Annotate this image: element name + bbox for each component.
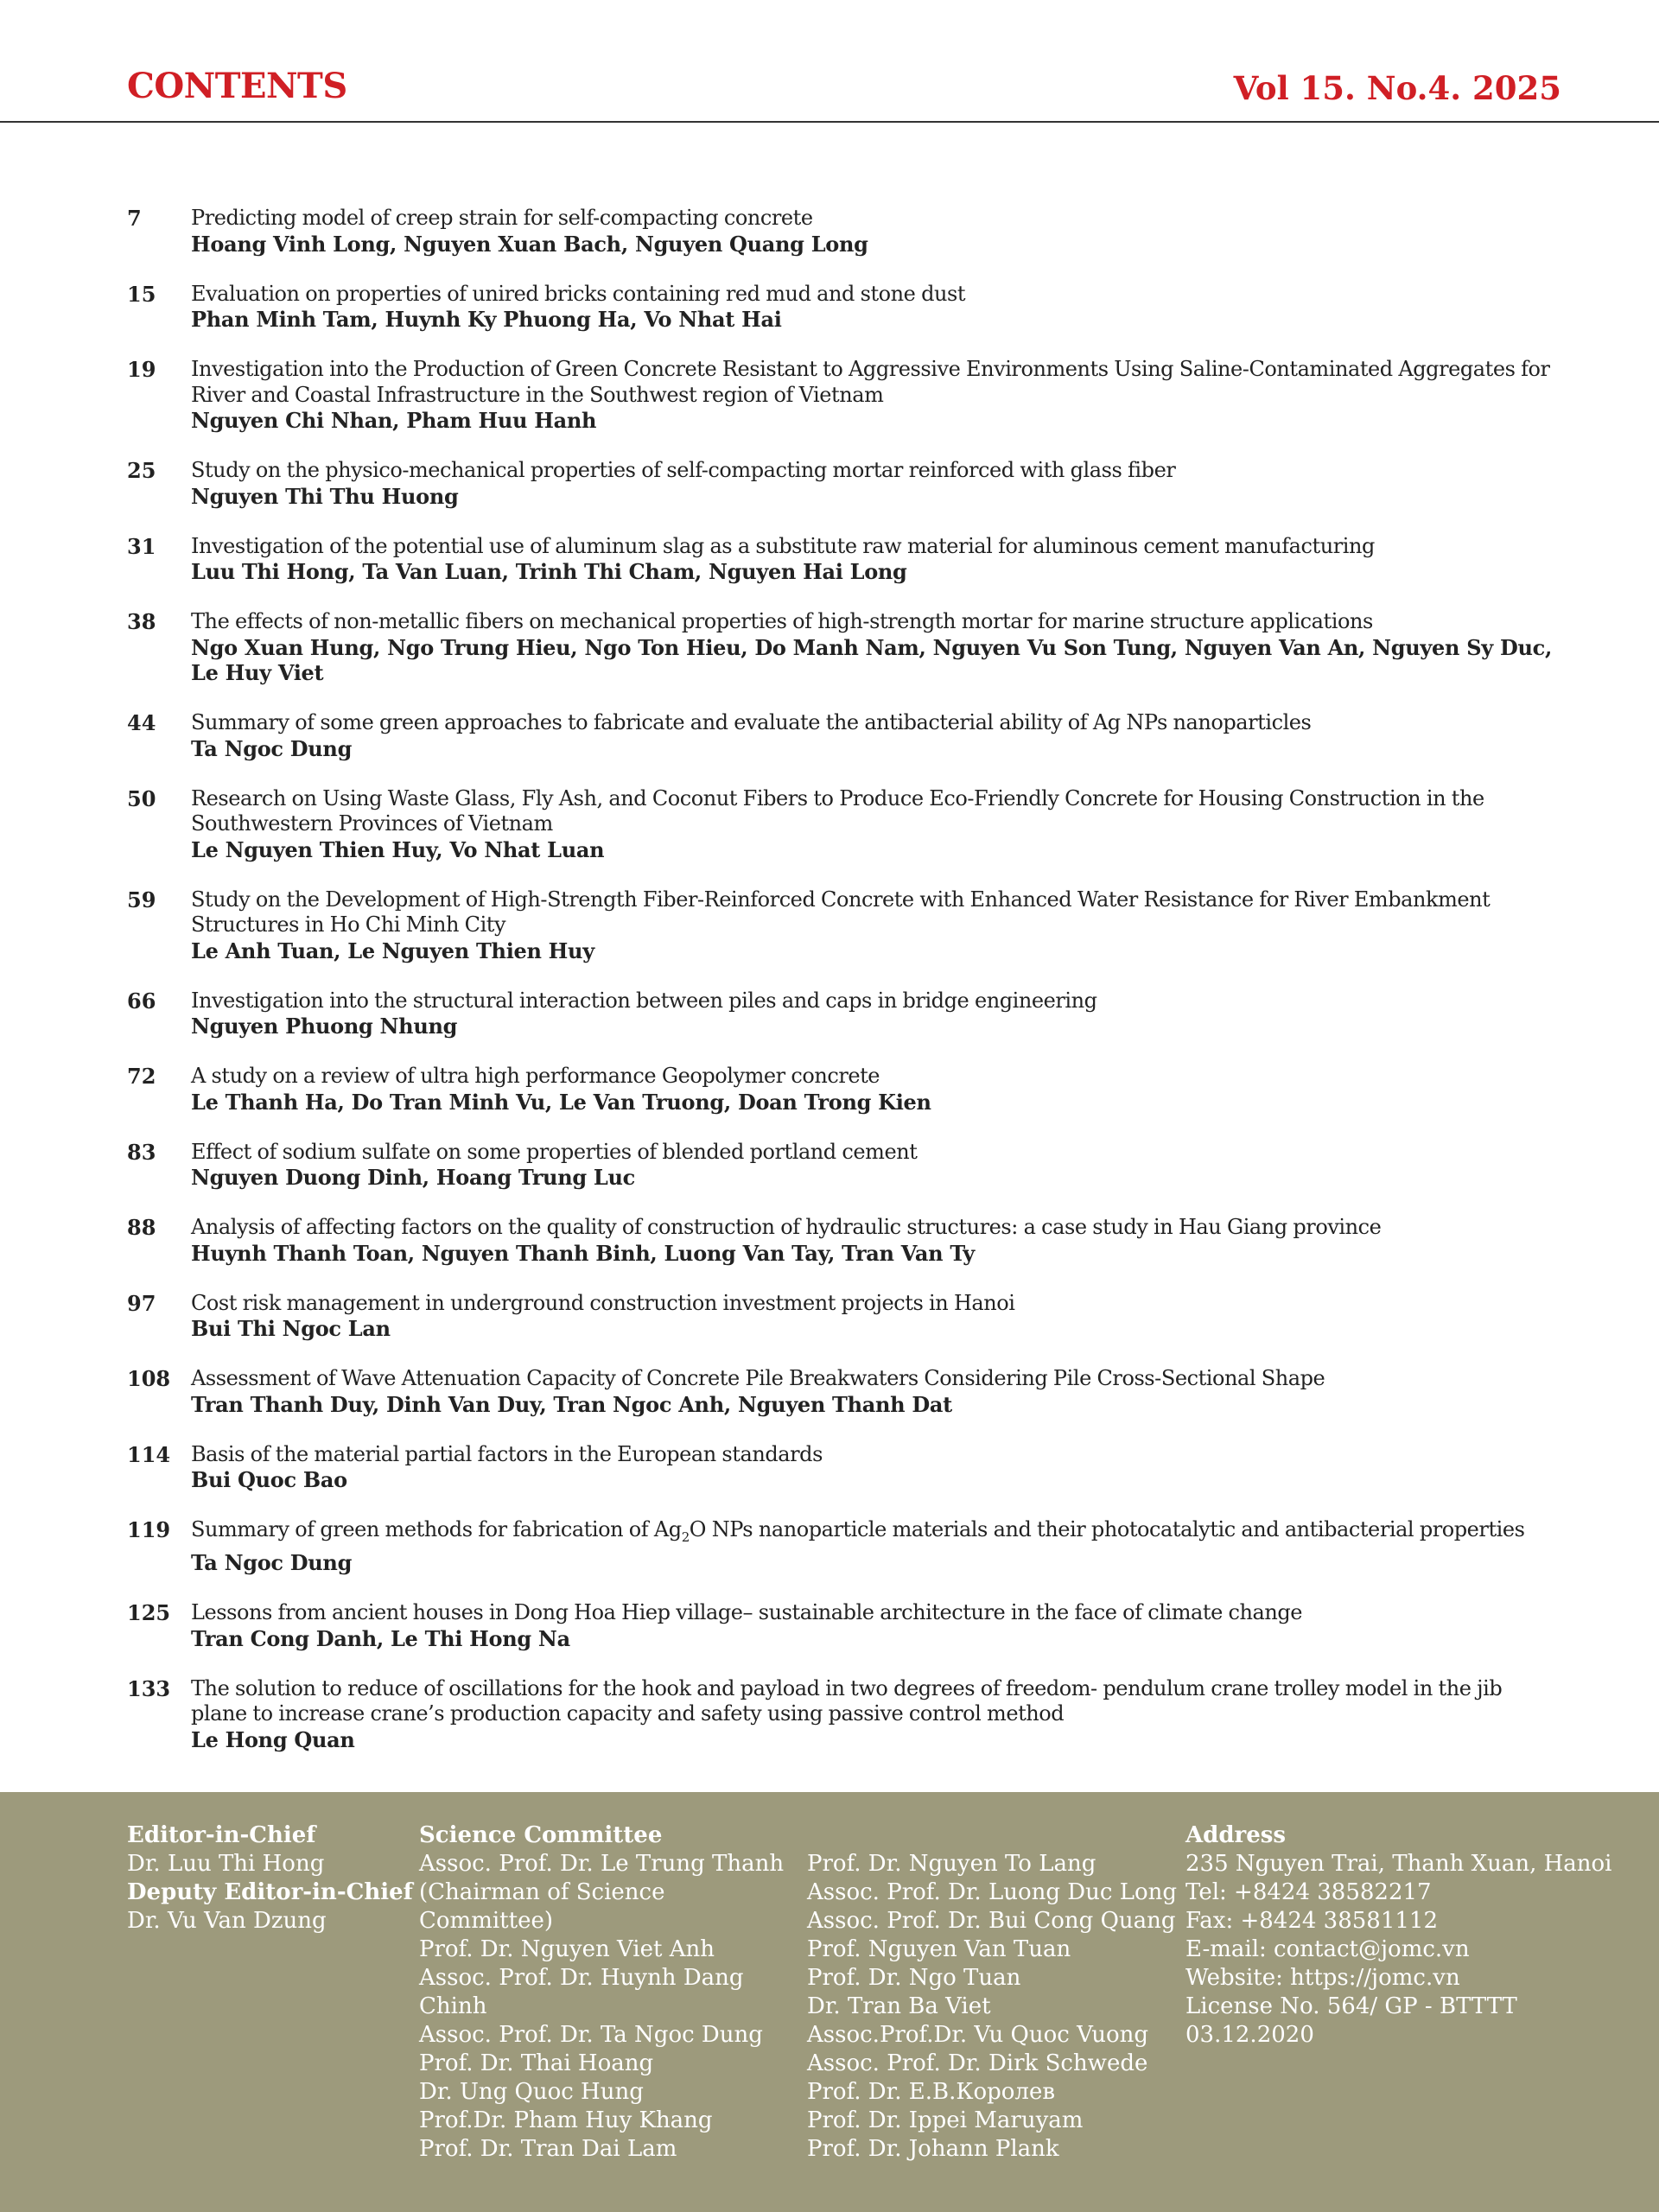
committee-member: Prof. Dr. Ngo Tuan: [807, 1965, 1021, 1991]
toc-article-title: Summary of some green approaches to fabricate and evaluate the antibacterial ability of Ag NPs nanoparticles: [191, 710, 1312, 734]
committee-member: Dr. Tran Ba Viet: [807, 1993, 991, 2019]
address-column: [1185, 1821, 1612, 2050]
email-link[interactable]: E-mail: contact@jomc.vn: [1185, 1936, 1470, 1962]
toc-page-number: 44: [127, 710, 156, 735]
toc-entry[interactable]: [127, 357, 1561, 434]
toc-page-number: 119: [127, 1517, 171, 1542]
subscript: 2: [681, 1529, 690, 1545]
toc-entry[interactable]: [127, 609, 1561, 686]
toc-authors: Tran Thanh Duy, Dinh Van Duy, Tran Ngoc Anh, Nguyen Thanh Dat: [191, 1391, 952, 1417]
committee-member: Prof. Dr. Tran Dai Lam: [419, 2136, 677, 2162]
committee-member: Prof. Dr. E.B.Королев: [807, 2079, 1055, 2105]
toc-article-title: Study on the Development of High-Strength Fiber-Reinforced Concrete with Enhanced Water Resistance for River Embankment Structures in Ho Chi Minh City: [191, 887, 1491, 937]
toc-page-number: 88: [127, 1215, 156, 1240]
toc-page-number: 50: [127, 785, 156, 811]
committee-member: Assoc. Prof. Dr. Le Trung Thanh (Chairman of Science Committee): [419, 1851, 785, 1934]
toc-article-title: Research on Using Waste Glass, Fly Ash, and Coconut Fibers to Produce Eco-Friendly Concrete for Housing Construction in the Southwestern Provinces of Vietnam: [191, 785, 1484, 836]
website-link[interactable]: Website: https://jomc.vn: [1185, 1965, 1460, 1991]
toc-article-title: Predicting model of creep strain for self-compacting concrete: [191, 206, 813, 230]
toc-article-title: Evaluation on properties of unired bricks containing red mud and stone dust: [191, 281, 966, 306]
editorial-footer: [0, 1792, 1659, 2212]
toc-entry[interactable]: [127, 1600, 1561, 1651]
toc-page-number: 59: [127, 887, 156, 912]
committee-column-2: [807, 1850, 1177, 2164]
title-part: Summary of green methods for fabrication of Ag: [191, 1517, 682, 1541]
toc-authors: Tran Cong Danh, Le Thi Hong Na: [191, 1625, 570, 1651]
toc-authors: Nguyen Phuong Nhung: [191, 1014, 458, 1039]
toc-entry[interactable]: [127, 458, 1561, 509]
toc-authors: Le Thanh Ha, Do Tran Minh Vu, Le Van Truong, Doan Trong Kien: [191, 1089, 931, 1115]
toc-page-number: 114: [127, 1441, 171, 1467]
toc-entry[interactable]: [127, 710, 1561, 761]
toc-authors: Huynh Thanh Toan, Nguyen Thanh Binh, Luong Van Tay, Tran Van Ty: [191, 1240, 975, 1266]
toc-article-title: Cost risk management in underground construction investment projects in Hanoi: [191, 1290, 1015, 1315]
volume-label: Vol 15. No.4. 2025: [1233, 69, 1561, 107]
toc-page-number: 125: [127, 1600, 171, 1626]
committee-member: Assoc.Prof.Dr. Vu Quoc Vuong: [807, 2022, 1148, 2048]
fax-line: Fax: +8424 38581112: [1185, 1908, 1439, 1934]
toc-article-title: The effects of non-metallic fibers on mechanical properties of high-strength mortar for marine structure applications: [191, 609, 1373, 633]
license-date: 03.12.2020: [1185, 2022, 1314, 2048]
committee-member: Assoc. Prof. Dr. Dirk Schwede: [807, 2050, 1148, 2076]
toc-article-title: Study on the physico-mechanical properties of self-compacting mortar reinforced with glass fiber: [191, 458, 1176, 482]
toc-article-title: Investigation into the structural interaction between piles and caps in bridge engineering: [191, 988, 1097, 1013]
toc-authors: Hoang Vinh Long, Nguyen Xuan Bach, Nguyen Quang Long: [191, 231, 868, 257]
toc-authors: Ta Ngoc Dung: [191, 1550, 353, 1576]
toc-entry[interactable]: [127, 887, 1561, 964]
toc-entry[interactable]: [127, 1215, 1561, 1266]
toc-article-title: Basis of the material partial factors in the European standards: [191, 1441, 823, 1466]
committee-member: Dr. Ung Quoc Hung: [419, 2079, 644, 2105]
committee-member: Assoc. Prof. Dr. Luong Duc Long: [807, 1879, 1177, 1905]
toc-page-number: 15: [127, 281, 156, 307]
committee-member: Assoc. Prof. Dr. Ta Ngoc Dung: [419, 2022, 763, 2048]
toc-article-title: Effect of sodium sulfate on some properties of blended portland cement: [191, 1139, 918, 1164]
toc-authors: Ta Ngoc Dung: [191, 735, 353, 761]
toc-entry[interactable]: [127, 1366, 1561, 1417]
address-line: 235 Nguyen Trai, Thanh Xuan, Hanoi: [1185, 1851, 1612, 1877]
toc-entry[interactable]: [127, 206, 1561, 257]
toc-article-title: A study on a review of ultra high performance Geopolymer concrete: [191, 1064, 880, 1088]
toc-authors: Luu Thi Hong, Ta Van Luan, Trinh Thi Cham, Nguyen Hai Long: [191, 559, 907, 584]
toc-page-number: 31: [127, 533, 156, 559]
toc-entry[interactable]: [127, 282, 1561, 333]
toc-page-number: 19: [127, 357, 156, 382]
address-heading: Address: [1185, 1822, 1287, 1848]
title-part: O NPs nanoparticle materials and their photocatalytic and antibacterial properties: [689, 1517, 1525, 1541]
toc-page-number: 25: [127, 458, 156, 483]
toc-article-title: Assessment of Wave Attenuation Capacity of Concrete Pile Breakwaters Considering Pile Cross-Sectional Shape: [191, 1366, 1325, 1390]
toc-authors: Le Nguyen Thien Huy, Vo Nhat Luan: [191, 836, 605, 862]
toc-authors: Bui Thi Ngoc Lan: [191, 1316, 391, 1341]
table-of-contents: [127, 206, 1561, 1777]
committee-heading: Science Committee: [419, 1822, 663, 1848]
committee-member: Prof. Nguyen Van Tuan: [807, 1936, 1071, 1962]
toc-page-number: 72: [127, 1064, 156, 1089]
toc-authors: Nguyen Chi Nhan, Pham Huu Hanh: [191, 408, 597, 433]
committee-member: Prof. Dr. Nguyen Viet Anh: [419, 1936, 715, 1962]
toc-authors: Nguyen Duong Dinh, Hoang Trung Luc: [191, 1165, 635, 1190]
page-header: [0, 0, 1659, 123]
toc-article-title: [191, 1517, 1561, 1550]
toc-entry[interactable]: [127, 1064, 1561, 1115]
editor-name: Dr. Luu Thi Hong: [127, 1851, 325, 1877]
editors-column: [127, 1821, 413, 1936]
toc-entry[interactable]: [127, 1140, 1561, 1191]
toc-entry[interactable]: [127, 1291, 1561, 1342]
toc-authors: Nguyen Thi Thu Huong: [191, 483, 459, 509]
committee-member: Prof. Dr. Johann Plank: [807, 2136, 1059, 2162]
committee-member: Prof.Dr. Pham Huy Khang: [419, 2107, 713, 2133]
editor-heading: Editor-in-Chief: [127, 1822, 316, 1848]
toc-page-number: 66: [127, 988, 156, 1014]
committee-member: Prof. Dr. Nguyen To Lang: [807, 1851, 1096, 1877]
contents-heading: CONTENTS: [127, 66, 347, 106]
toc-page-number: 38: [127, 609, 156, 634]
toc-entry[interactable]: [127, 534, 1561, 585]
toc-page-number: 83: [127, 1139, 156, 1165]
toc-article-title: Analysis of affecting factors on the quality of construction of hydraulic structures: a case study in Hau Giang province: [191, 1215, 1382, 1239]
toc-page-number: 7: [127, 206, 142, 231]
license-line: License No. 564/ GP - BTTTT: [1185, 1993, 1517, 2019]
toc-entry[interactable]: [127, 1517, 1561, 1576]
toc-authors: Ngo Xuan Hung, Ngo Trung Hieu, Ngo Ton Hieu, Do Manh Nam, Nguyen Vu Son Tung, Nguyen Van An, Nguyen Sy Duc, Le Huy Viet: [191, 634, 1552, 685]
committee-member: Assoc. Prof. Dr. Bui Cong Quang: [807, 1908, 1176, 1934]
toc-authors: Le Anh Tuan, Le Nguyen Thien Huy: [191, 938, 594, 963]
toc-page-number: 108: [127, 1366, 171, 1391]
committee-member: Assoc. Prof. Dr. Huynh Dang Chinh: [419, 1965, 744, 2019]
committee-member: Prof. Dr. Thai Hoang: [419, 2050, 654, 2076]
toc-authors: Le Hong Quan: [191, 1726, 355, 1752]
deputy-heading: Deputy Editor-in-Chief: [127, 1879, 413, 1905]
toc-article-title: Investigation of the potential use of aluminum slag as a substitute raw material for aluminous cement manufacturing: [191, 533, 1375, 558]
toc-entry[interactable]: [127, 1676, 1561, 1753]
phone-line: Tel: +8424 38582217: [1185, 1879, 1432, 1905]
toc-article-title: Investigation into the Production of Green Concrete Resistant to Aggressive Environments Using Saline-Contaminated Aggregates for River and Coastal Infrastructure in the Southwest region of Vietnam: [191, 357, 1550, 407]
toc-entry[interactable]: [127, 988, 1561, 1039]
committee-member: Prof. Dr. Ippei Maruyam: [807, 2107, 1084, 2133]
committee-column-1: [419, 1821, 786, 2164]
toc-page-number: 97: [127, 1290, 156, 1316]
toc-article-title: The solution to reduce of oscillations for the hook and payload in two degrees of freedom- pendulum crane trolley model in the jib plane to increase crane’s production capacity and safety using passive control method: [191, 1675, 1503, 1726]
toc-article-title: Lessons from ancient houses in Dong Hoa Hiep village– sustainable architecture in the face of climate change: [191, 1600, 1303, 1625]
toc-entry[interactable]: [127, 1442, 1561, 1493]
toc-entry[interactable]: [127, 786, 1561, 863]
deputy-name: Dr. Vu Van Dzung: [127, 1908, 327, 1934]
toc-authors: Bui Quoc Bao: [191, 1467, 347, 1492]
toc-page-number: 133: [127, 1675, 171, 1701]
toc-authors: Phan Minh Tam, Huynh Ky Phuong Ha, Vo Nhat Hai: [191, 307, 782, 332]
